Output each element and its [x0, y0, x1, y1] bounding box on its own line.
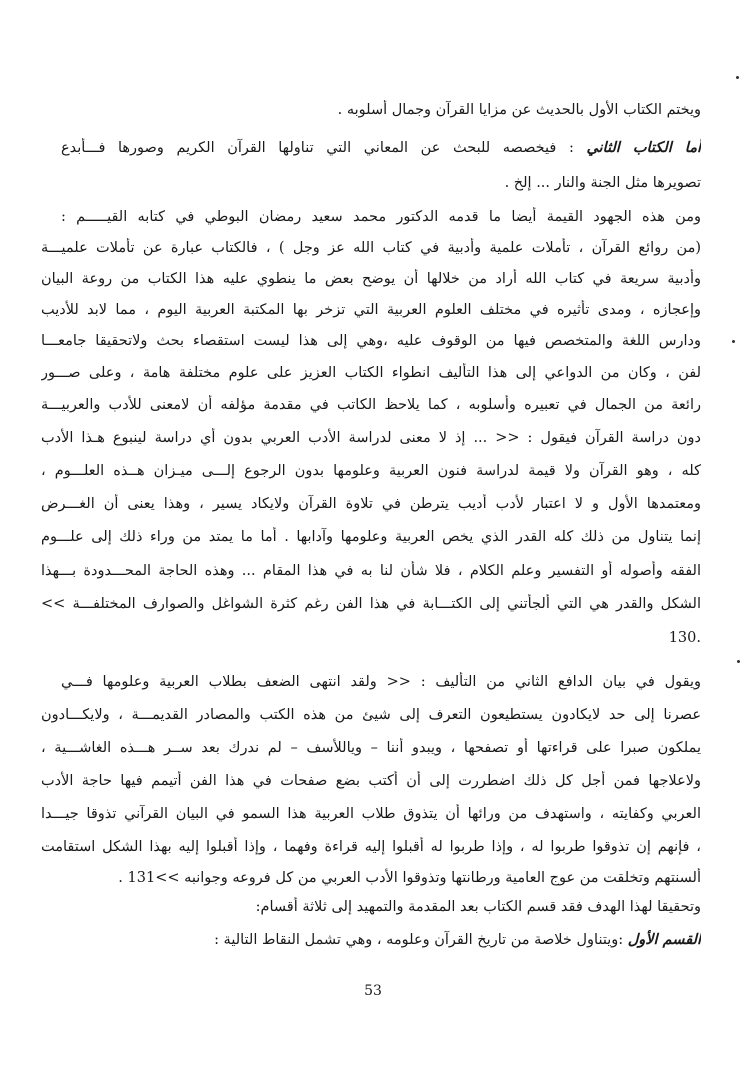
- text-line: يملكون صبرا على قراءتها أو تصفحها ، ويبدو أننا – وياللأسف – لم ندرك بعد ســر هـــذه الغاشـــية ،: [41, 740, 701, 756]
- text-line: .130: [668, 630, 701, 646]
- text-line: (من روائع القرآن ، تأملات علمية وأدبية في كتاب الله عز وجل ) ، فالكتاب عبارة عن تأملات علميـــة: [41, 240, 701, 256]
- page-number: 53: [364, 983, 382, 999]
- text-line: ومن هذه الجهود القيمة أيضا ما قدمه الدكتور محمد سعيد رمضان البوطي في كتابه القيـــــم :: [61, 209, 701, 225]
- text-line: كله ، وهو القرآن ولا قيمة لدراسة فنون العربية وعلومها بدون الرجوع إلـــى ميـزان هــذه العلـــوم ،: [41, 463, 701, 479]
- text-line: دون دراسة القرآن فيقول : << ... إذ لا معنى لدراسة الأدب العربي بدون أي دراسة لينبوع هـذا الأدب: [41, 430, 701, 446]
- text-line: عصرنا إلى حد لايكادون يستطيعون التعرف إلى شيئ من هذه الكتب والمصادر القديمـــة ، ولايكـــادون: [41, 707, 701, 723]
- text-line: تصويرها مثل الجنة والنار ... إلخ .: [504, 175, 701, 191]
- text-line: ويقول في بيان الدافع الثاني من التأليف : << ولقد انتهى الضعف بطلاب العربية وعلومها فـــي: [61, 674, 701, 690]
- text-line: الشكل والقدر هي التي ألجأتني إلى الكتـــابة في هذا الفن رغم كثرة الشواغل والصوارف المختلفـــة >>: [41, 596, 701, 612]
- text-line: أما الكتاب الثاني : فيخصصه للبحث عن المعاني التي تناولها القرآن الكريم وصورها فـــأبدع: [61, 139, 701, 156]
- text-line: ومعتمدها الأول و لا اعتبار لأدب أديب يترطن في تلاوة القرآن ولايكاد يسير ، وهذا يعنى أن الغـــرض: [41, 496, 701, 512]
- text-line: إنما يتناول من ذلك كله القدر الذي يخص العربية وعلومها وآدابها . أما ما يمتد من وراء ذلك إلى علـــوم: [41, 529, 701, 545]
- section-lead: أما الكتاب الثاني: [586, 139, 701, 156]
- text-line: لفن ، وكان من الدواعي إلى هذا التأليف انطواء الكتاب العزيز على علوم مختلفة هامة ، وعلى صـــور: [41, 365, 701, 381]
- text-line: ويختم الكتاب الأول بالحديث عن مزايا القرآن وجمال أسلوبه .: [337, 102, 701, 118]
- text-line: رائعة من الجمال في تعبيره وأسلوبه ، كما يلاحظ الكاتب في مقدمة مؤلفه أن لامعنى للأدب والعربيـــة: [41, 397, 701, 413]
- text-line: ولاعلاجها فمن أجل كل ذلك اضطررت إلى أن أكتب بضع صفحات في هذا الفن أتيمم فيها حاجة الأدب: [41, 773, 701, 789]
- text-line: وإعجازه ، ومدى تأثيره في مختلف العلوم العربية التي تزخر بها المكتبة العربية اليوم ، مما لابد للأديب: [41, 302, 701, 318]
- text-line: ودارس اللغة والمتخصص فيها من الوقوف عليه ،وهي إلى هذا ليست استقصاء بحث ولاتحقيقا جامعـــا: [41, 333, 701, 349]
- text-line: وأدبية سريعة في كتاب الله أراد من خلالها أن يوضح بعض ما ينطوي عليه هذا الكتاب من روعة البيان: [41, 271, 701, 287]
- text-line: الفقه وأصوله أو التفسير وعلم الكلام ، فلا شأن لنا به في هذا المقام ... وهذه الحاجة المحـــدودة بـــهذا: [41, 563, 701, 579]
- scan-speck: [732, 340, 735, 343]
- text-line: القسم الأول :ويتناول خلاصة من تاريخ القرآن وعلومه ، وهي تشمل النقاط التالية :: [214, 931, 701, 948]
- section-lead: القسم الأول: [627, 931, 701, 948]
- text-line: ، فإنهم إن تذوقوا طربوا له ، وإذا طربوا له أقبلوا إليه قراءة وفهما ، وإذا أقبلوا إليه بهذا الشكل استقامت: [41, 839, 701, 855]
- text-line: وتحقيقا لهذا الهدف فقد قسم الكتاب بعد المقدمة والتمهيد إلى ثلاثة أقسام:: [255, 899, 701, 915]
- scan-speck: [736, 76, 739, 79]
- text-line: ألسنتهم وتخلقت من عوج العامية ورطانتها وتذوقوا الأدب العربي من كل فروعه وجوانبه >>131 .: [118, 870, 701, 886]
- text-line: العربي وكفايته ، واستهدف من ورائها أن يتذوق طلاب العربية هذا السمو في البيان القرآني تذوقا جيـــدا: [41, 806, 701, 822]
- scan-speck: [737, 660, 740, 663]
